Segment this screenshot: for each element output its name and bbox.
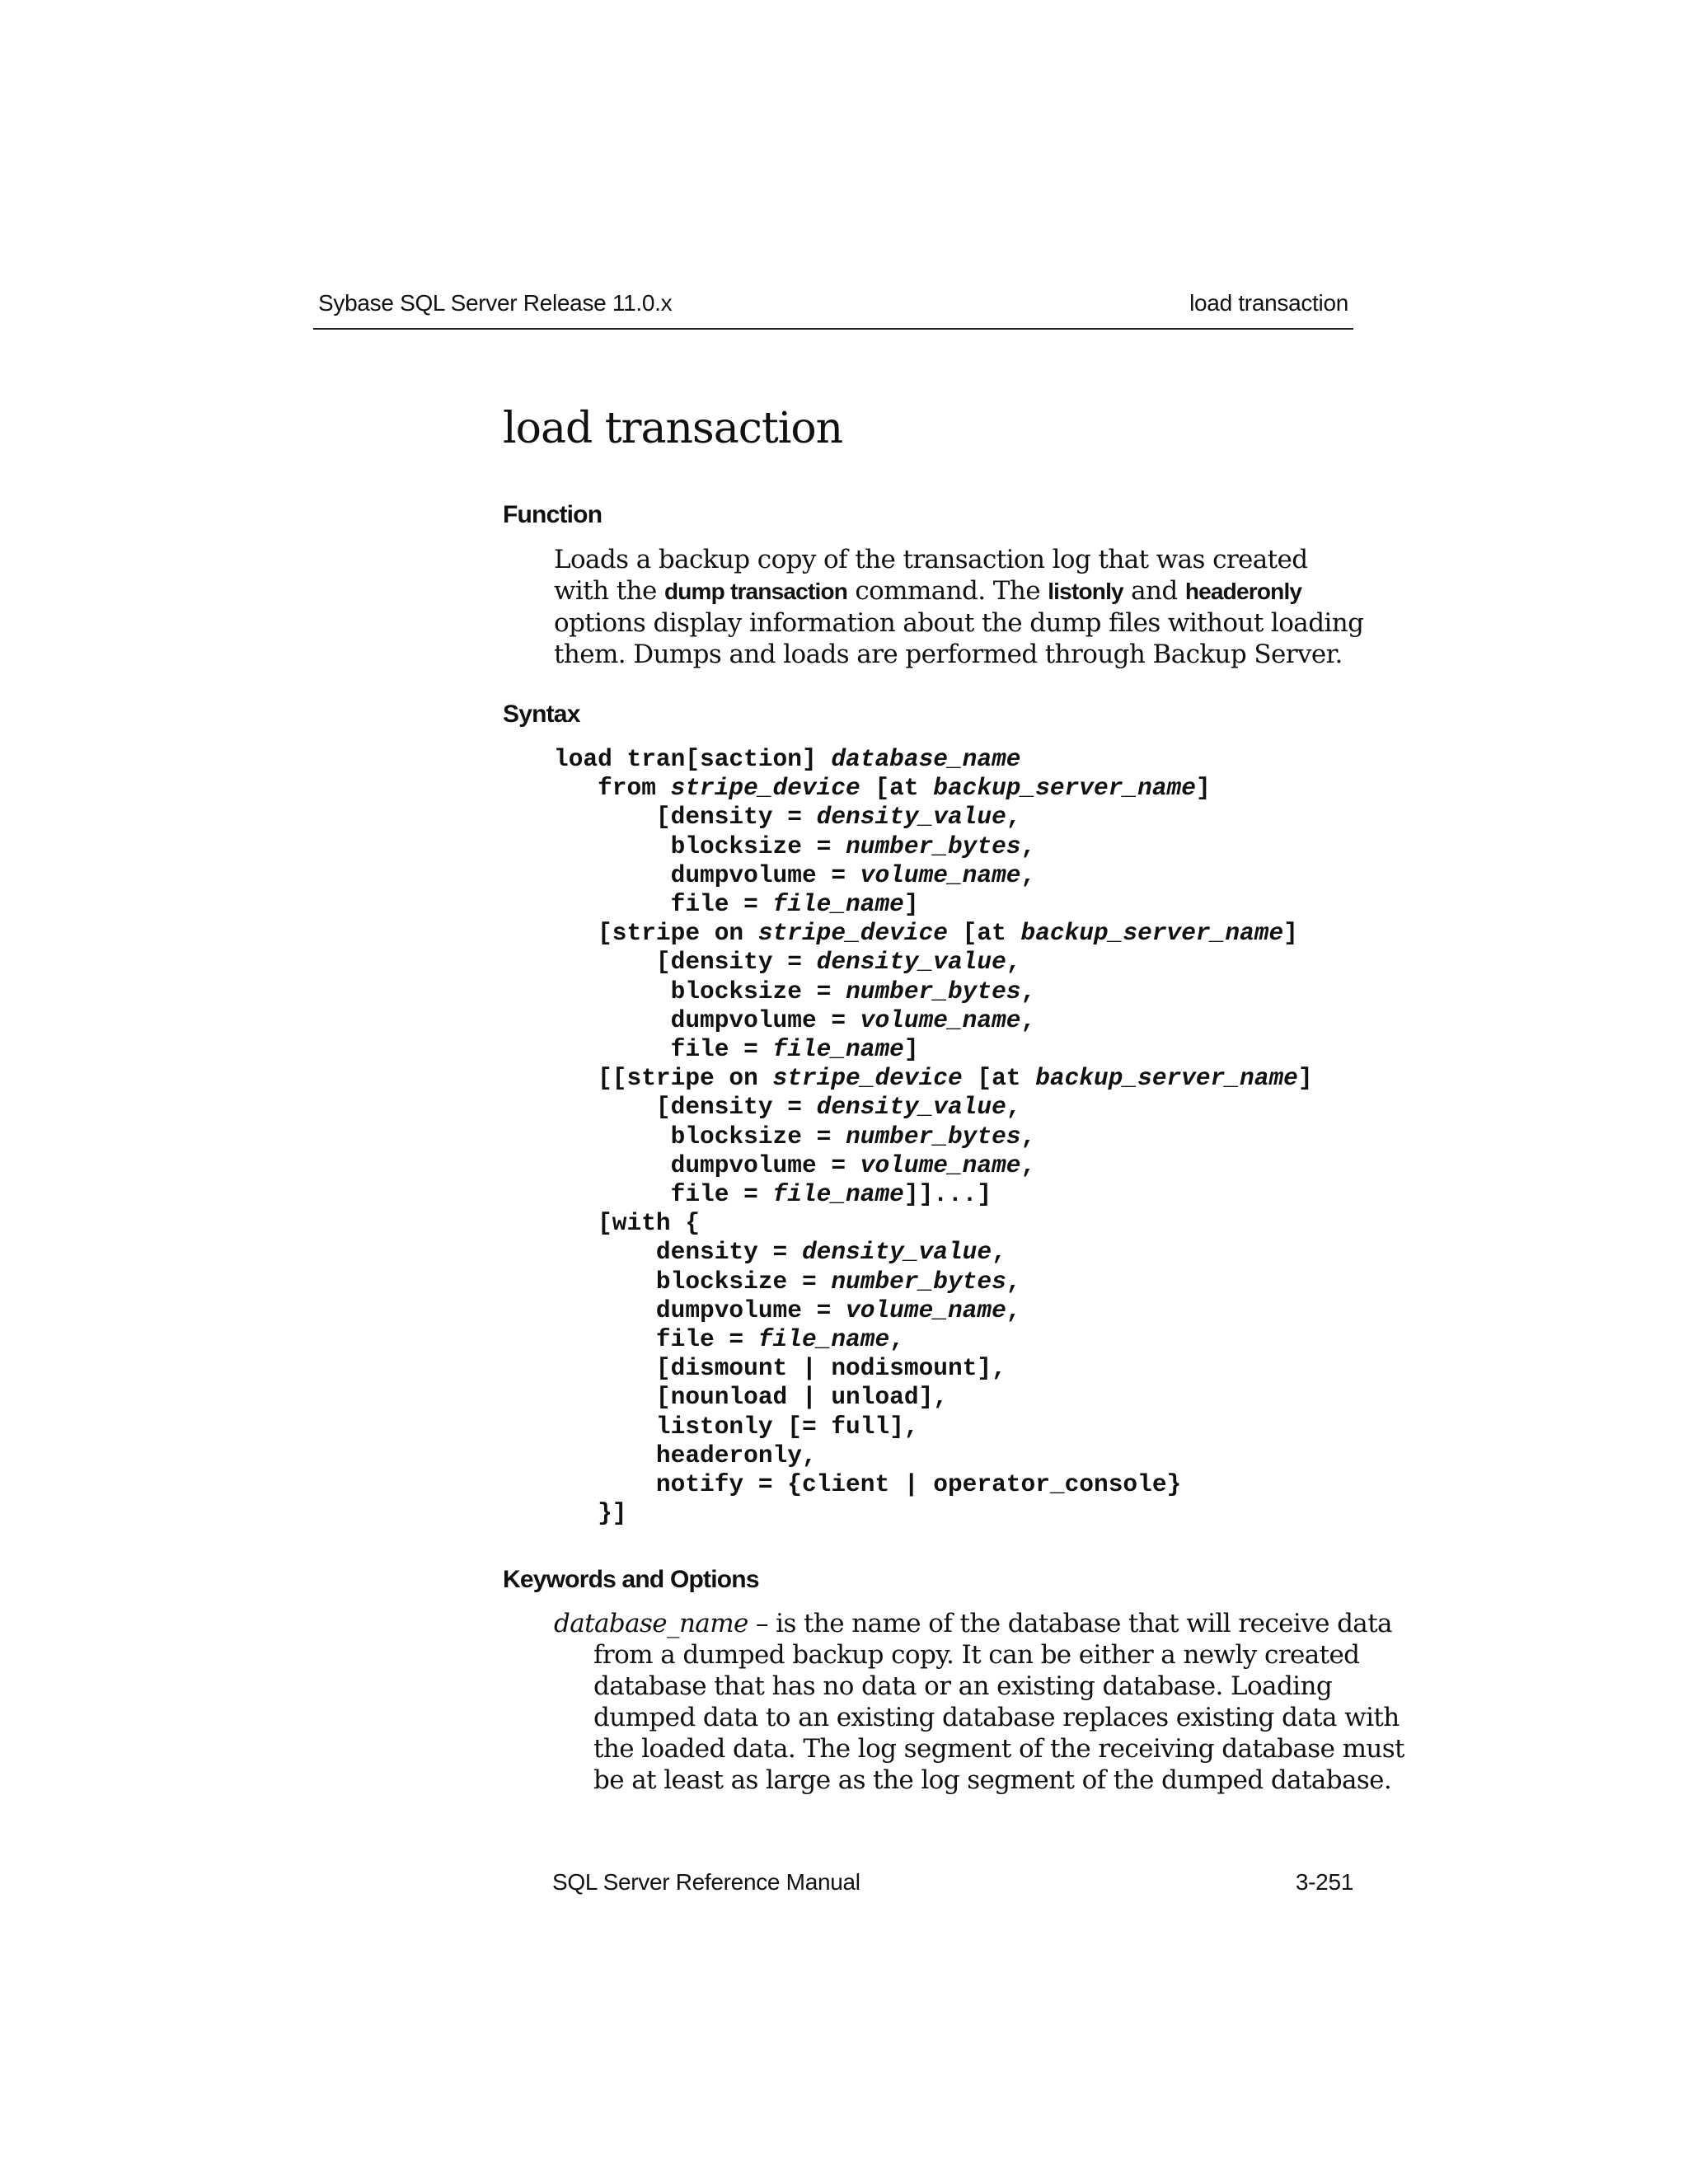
- syntax-line: [554, 919, 1313, 948]
- syntax-placeholder: density_value: [816, 803, 1006, 832]
- syntax-line: [554, 977, 1313, 1006]
- syntax-line: [554, 890, 1313, 919]
- cmd-dump-transaction: dump transaction: [663, 579, 848, 604]
- syntax-keyword: [at: [962, 1064, 1036, 1093]
- footer-manual-title: SQL Server Reference Manual: [552, 1869, 860, 1895]
- syntax-placeholder: file_name: [772, 890, 904, 919]
- syntax-keyword: ]: [1283, 919, 1298, 948]
- syntax-line: [554, 1383, 1313, 1412]
- syntax-line: [554, 1151, 1313, 1180]
- syntax-line: [554, 832, 1313, 861]
- syntax-keyword: blocksize =: [554, 1267, 832, 1296]
- syntax-keyword: load tran[saction]: [554, 745, 832, 773]
- syntax-keyword: ,: [1020, 1005, 1036, 1034]
- syntax-placeholder: stripe_device: [757, 919, 948, 948]
- syntax-line: [554, 1296, 1313, 1325]
- syntax-placeholder: backup_server_name: [1020, 919, 1284, 948]
- syntax-keyword: file =: [554, 890, 773, 919]
- syntax-keyword: file =: [554, 1035, 773, 1064]
- syntax-keyword: [[stripe on: [554, 1064, 773, 1093]
- syntax-code-block: [554, 745, 1313, 1528]
- syntax-line: [554, 1499, 1313, 1528]
- syntax-keyword: ,: [1006, 1296, 1021, 1324]
- syntax-line: [554, 774, 1313, 803]
- syntax-keyword: file =: [554, 1325, 758, 1354]
- syntax-keyword: headeronly,: [554, 1441, 817, 1469]
- syntax-keyword: file =: [554, 1180, 773, 1209]
- syntax-placeholder: volume_name: [860, 1005, 1021, 1034]
- syntax-heading: Syntax: [503, 701, 580, 728]
- syntax-line: [554, 1035, 1313, 1064]
- syntax-keyword: [with {: [554, 1209, 701, 1238]
- syntax-keyword: ,: [1020, 1122, 1036, 1151]
- syntax-keyword: [at: [860, 774, 934, 803]
- syntax-line: [554, 1354, 1313, 1383]
- syntax-keyword: density =: [554, 1238, 802, 1267]
- syntax-placeholder: density_value: [816, 1093, 1006, 1122]
- syntax-placeholder: number_bytes: [846, 832, 1021, 860]
- syntax-line: [554, 1093, 1313, 1122]
- syntax-line: [554, 1238, 1313, 1267]
- syntax-keyword: ]: [1195, 774, 1211, 803]
- syntax-placeholder: volume_name: [846, 1296, 1006, 1324]
- syntax-line: [554, 861, 1313, 890]
- syntax-placeholder: stripe_device: [772, 1064, 963, 1093]
- syntax-keyword: ,: [1020, 1151, 1036, 1179]
- syntax-keyword: dumpvolume =: [554, 1296, 846, 1324]
- syntax-placeholder: file_name: [772, 1180, 904, 1209]
- syntax-placeholder: backup_server_name: [1035, 1064, 1298, 1093]
- syntax-placeholder: number_bytes: [846, 1122, 1021, 1151]
- syntax-line: [554, 1268, 1313, 1296]
- syntax-line: [554, 1180, 1313, 1209]
- syntax-placeholder: file_name: [772, 1035, 904, 1064]
- running-header: [313, 290, 1353, 330]
- cmd-headeronly: headeronly: [1184, 579, 1302, 604]
- syntax-keyword: ,: [1006, 948, 1021, 977]
- syntax-keyword: ,: [1006, 1093, 1021, 1122]
- syntax-keyword: listonly [= full],: [554, 1412, 919, 1441]
- syntax-line: [554, 1470, 1313, 1499]
- header-topic: load transaction: [1189, 290, 1348, 316]
- syntax-keyword: [nounload | unload],: [554, 1383, 948, 1412]
- syntax-line: [554, 1413, 1313, 1441]
- syntax-keyword: ,: [1020, 977, 1036, 1005]
- syntax-placeholder: number_bytes: [831, 1267, 1006, 1296]
- syntax-keyword: from: [554, 774, 671, 803]
- syntax-placeholder: volume_name: [860, 1151, 1021, 1179]
- syntax-placeholder: volume_name: [860, 860, 1021, 889]
- syntax-keyword: blocksize =: [554, 1122, 846, 1151]
- syntax-placeholder: database_name: [831, 745, 1021, 773]
- syntax-keyword: ]: [903, 890, 919, 919]
- cmd-listonly: listonly: [1048, 579, 1123, 604]
- syntax-line: [554, 1122, 1313, 1151]
- syntax-keyword: ,: [1006, 1267, 1021, 1296]
- keywords-heading: Keywords and Options: [503, 1566, 759, 1593]
- keyword-description: – is the name of the database that will receive data from a dumped backup copy. It can be either a newly created database that has no data or an existing database. Loading dumped data to an existing database replaces existing data with the loaded data. The log segment of the receiving database must be at least as large as the log segment of the dumped database.: [593, 1609, 1404, 1795]
- syntax-line: [554, 803, 1313, 832]
- syntax-placeholder: stripe_device: [670, 774, 860, 803]
- syntax-keyword: dumpvolume =: [554, 1005, 860, 1034]
- page-number: 3-251: [1295, 1869, 1353, 1895]
- running-footer: [552, 1869, 1353, 1902]
- keyword-term: database_name: [554, 1609, 748, 1638]
- syntax-placeholder: density_value: [816, 948, 1006, 977]
- page-title: load transaction: [503, 404, 843, 453]
- keyword-database-name: [554, 1608, 1409, 1796]
- syntax-placeholder: density_value: [801, 1238, 992, 1267]
- function-description: Loads a backup copy of the transaction log that was created with the dump transaction command. The listonly and headeronly options display information about the dump files without loading them. Dumps and loads are performed through Backup Server.: [554, 545, 1364, 669]
- syntax-placeholder: backup_server_name: [933, 774, 1196, 803]
- syntax-keyword: ,: [1006, 803, 1021, 832]
- syntax-keyword: [at: [947, 919, 1021, 948]
- syntax-line: [554, 1006, 1313, 1035]
- syntax-line: [554, 948, 1313, 977]
- syntax-line: [554, 1325, 1313, 1354]
- syntax-keyword: blocksize =: [554, 832, 846, 860]
- syntax-keyword: [density =: [554, 1093, 817, 1122]
- syntax-line: [554, 1441, 1313, 1470]
- function-heading: Function: [503, 501, 603, 528]
- syntax-placeholder: number_bytes: [846, 977, 1021, 1005]
- syntax-keyword: ]]...]: [903, 1180, 992, 1209]
- syntax-keyword: [density =: [554, 948, 817, 977]
- syntax-keyword: ,: [1020, 860, 1036, 889]
- syntax-keyword: [stripe on: [554, 919, 758, 948]
- syntax-keyword: ,: [992, 1238, 1006, 1267]
- syntax-keyword: ,: [1020, 832, 1036, 860]
- syntax-line: [554, 745, 1313, 774]
- syntax-keyword: dumpvolume =: [554, 1151, 860, 1179]
- syntax-keyword: ]: [903, 1035, 919, 1064]
- syntax-keyword: [density =: [554, 803, 817, 832]
- header-release: Sybase SQL Server Release 11.0.x: [318, 290, 673, 316]
- syntax-keyword: ]: [1297, 1064, 1313, 1093]
- syntax-keyword: blocksize =: [554, 977, 846, 1005]
- syntax-line: [554, 1209, 1313, 1238]
- syntax-placeholder: file_name: [757, 1325, 890, 1354]
- syntax-line: [554, 1064, 1313, 1093]
- syntax-keyword: }]: [554, 1499, 627, 1528]
- syntax-keyword: notify = {client | operator_console}: [554, 1470, 1182, 1499]
- syntax-keyword: [dismount | nodismount],: [554, 1354, 1006, 1383]
- syntax-keyword: ,: [889, 1325, 904, 1354]
- syntax-keyword: dumpvolume =: [554, 860, 860, 889]
